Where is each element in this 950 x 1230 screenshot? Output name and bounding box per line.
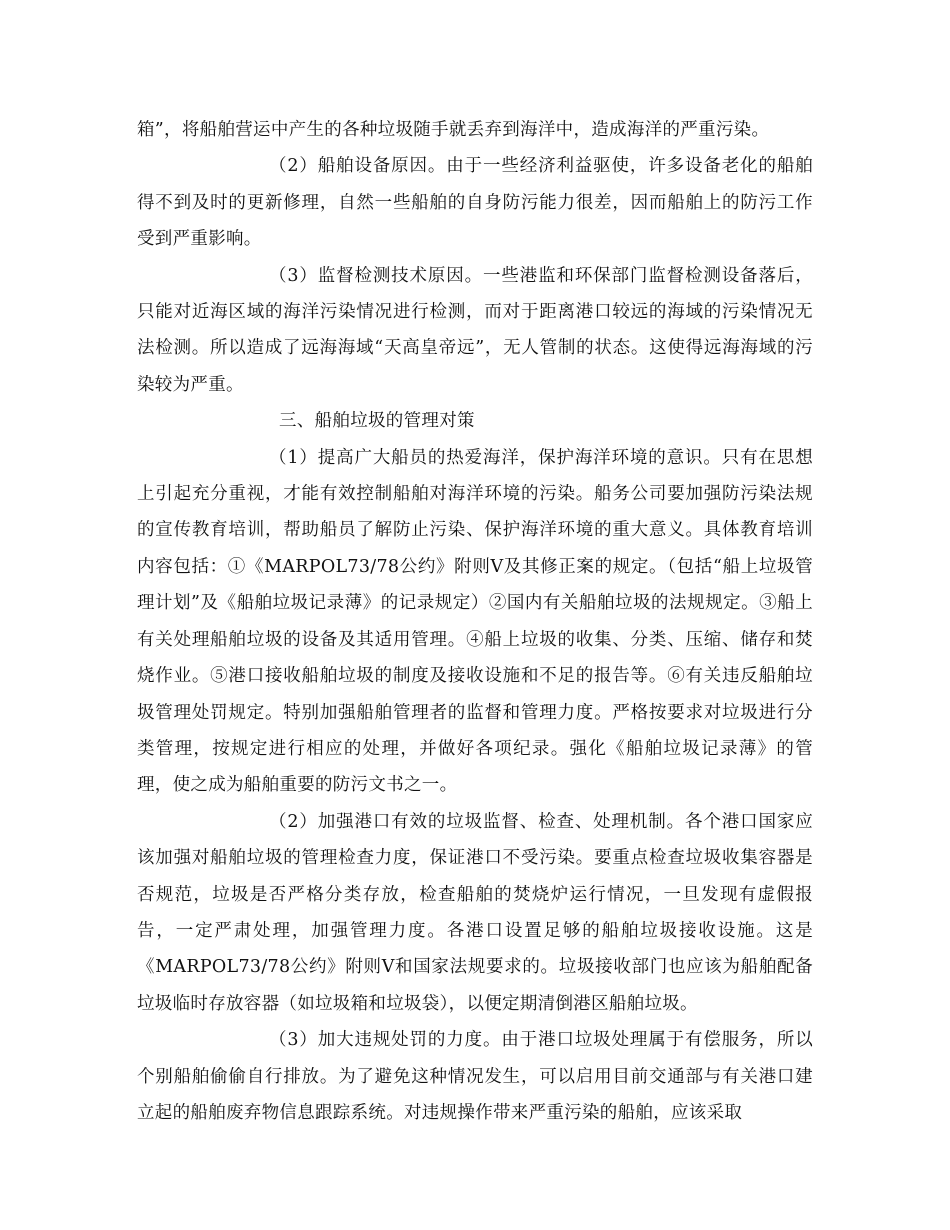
section-heading: 三、船舶垃圾的管理对策 — [279, 411, 475, 432]
paragraph-equipment-cause: （2）船舶设备原因。由于一些经济利益驱使，许多设备老化的船舶得不到及时的更新修理，自然一些船舶的自身防污能力很差，因而船舶上的防污工作受到严重影响。 — [137, 156, 813, 250]
paragraph-continuation: 箱”，将船舶营运中产生的各种垃圾随手就丢弃到海洋中，造成海洋的严重污染。 — [137, 120, 770, 140]
paragraph-crew-awareness: （1）提高广大船员的热爱海洋，保护海洋环境的意识。只有在思想上引起充分重视，才能有效控制船舶对海洋环境的污染。船务公司要加强防污染法规的宣传教育培训，帮助船员了解防止污染、保护海洋环境的重大意义。具体教育培训内容包括：①《MARPOL73/78公约》附则Ⅴ及其修正案的规定。（包括“船上垃圾管理计划”及《船舶垃圾记录薄》的记录规定）②国内有关船舶垃圾的法规规定。③船上有关处理船舶垃圾的设备及其适用管理。④船上垃圾的收集、分类、压缩、储存和焚烧作业。⑤港口接收船舶垃圾的制度及接收设施和不足的报告等。⑥有关违反船舶垃圾管理处罚规定。特别加强船舶管理者的监督和管理力度。严格按要求对垃圾进行分类管理，按规定进行相应的处理，并做好各项纪录。强化《船舶垃圾记录薄》的管理，使之成为船舶重要的防污文书之一。 — [137, 447, 813, 796]
paragraph-penalty: （3）加大违规处罚的力度。由于港口垃圾处理属于有偿服务，所以个别船舶偷偷自行排放。为了避免这种情况发生，可以启用目前交通部与有关港口建立起的船舶废弃物信息跟踪系统。对违规操作带来严重污染的船舶，应该采取 — [137, 1030, 813, 1123]
paragraph-port-supervision: （2）加强港口有效的垃圾监督、检查、处理机制。各个港口国家应该加强对船舶垃圾的管理检查力度，保证港口不受污染。要重点检查垃圾收集容器是否规范，垃圾是否严格分类存放，检查船舶的焚烧炉运行情况，一旦发现有虚假报告，一定严肃处理，加强管理力度。各港口设置足够的船舶垃圾接收设施。这是《MARPOL73/78公约》附则Ⅴ和国家法规要求的。垃圾接收部门也应该为船舶配备垃圾临时存放容器（如垃圾箱和垃圾袋），以便定期清倒港区船舶垃圾。 — [137, 811, 813, 1014]
paragraph-monitoring-cause: （3）监督检测技术原因。一些港监和环保部门监督检测设备落后，只能对近海区域的海洋污染情况进行检测，而对于距离港口较远的海域的污染情况无法检测。所以造成了远海海域“天高皇帝远”，无人管制的状态。这使得远海海域的污染较为严重。 — [137, 265, 813, 395]
document-body — [137, 112, 813, 1131]
